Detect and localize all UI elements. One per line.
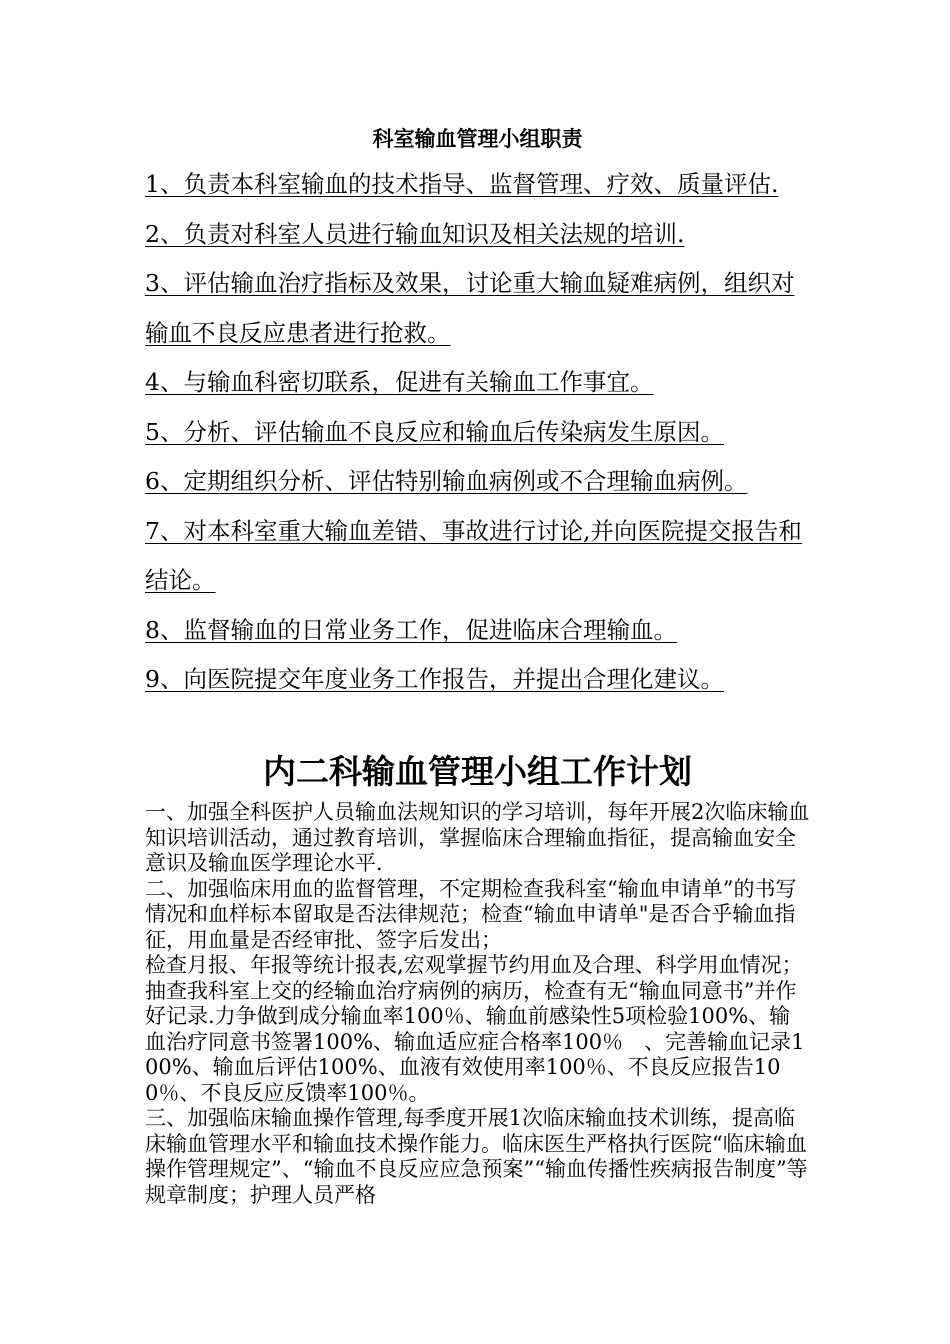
plan-paragraph-1: 一、加强全科医护人员输血法规知识的学习培训，每年开展2次临床输血知识培训活动，通过教育培训，掌握临床合理输血指征，提高输血安全意识及输血医学理论水平. xyxy=(145,800,810,875)
plan-paragraph-3: 检查月报、年报等统计报表,宏观掌握节约用血及合理、科学用血情况； 抽查我科室上交的经输血治疗病例的病历，检查有无“输血同意书”并作好记录.力争做到成分输血率100％、输血前感染性5项检验100%、输血治疗同意书签署100%、输血适应症合格率100％ 、完善输血记录100%、输血后评估100%、血液有效使用率100％、不良反应报告100％、不良反应反馈率100％。 xyxy=(145,953,814,1105)
duty-item-4: 4、与输血科密切联系，促进有关输血工作事宜。 xyxy=(145,368,654,396)
duty-item-2: 2、负责对科室人员进行输血知识及相关法规的培训. xyxy=(145,219,685,248)
plan-paragraph-4: 三、加强临床输血操作管理,每季度开展1次临床输血技术训练，提高临床输血管理水平和输血技术操作能力。临床医生严格执行医院“临床输血操作管理规定”、“输血不良反应应急预案”“输血传播性疾病报告制度”等规章制度；护理人员严格 xyxy=(145,1106,808,1207)
duty-item-6: 6、定期组织分析、评估特别输血病例或不合理输血病例。 xyxy=(145,467,748,495)
duty-item-7: 7、对本科室重大输血差错、事故进行讨论,并向医院提交报告和结论。 xyxy=(145,516,802,594)
duty-item-9: 9、向医院提交年度业务工作报告，并提出合理化建议。 xyxy=(145,665,724,693)
duties-list xyxy=(145,160,810,705)
plan-body xyxy=(145,800,814,1208)
plan-paragraph-2: 二、加强临床用血的监督管理，不定期检查我科室“输血申请单”的书写情况和血样标本留取是否法律规范；检查“输血申请单"是否合乎输血指征，用血量是否经审批、签字后发出； xyxy=(145,876,797,952)
duty-item-3: 3、评估输血治疗指标及效果，讨论重大输血疑难病例，组织对输血不良反应患者进行抢救。 xyxy=(145,269,795,347)
plan-title: 内二科输血管理小组工作计划 xyxy=(263,752,692,791)
duties-title: 科室输血管理小组职责 xyxy=(372,126,583,151)
duty-item-1: 1、负责本科室输血的技术指导、监督管理、疗效、质量评估. xyxy=(145,170,779,198)
duty-item-8: 8、监督输血的日常业务工作，促进临床合理输血。 xyxy=(145,615,677,644)
duty-item-5: 5、分析、评估输血不良反应和输血后传染病发生原因。 xyxy=(145,417,724,446)
